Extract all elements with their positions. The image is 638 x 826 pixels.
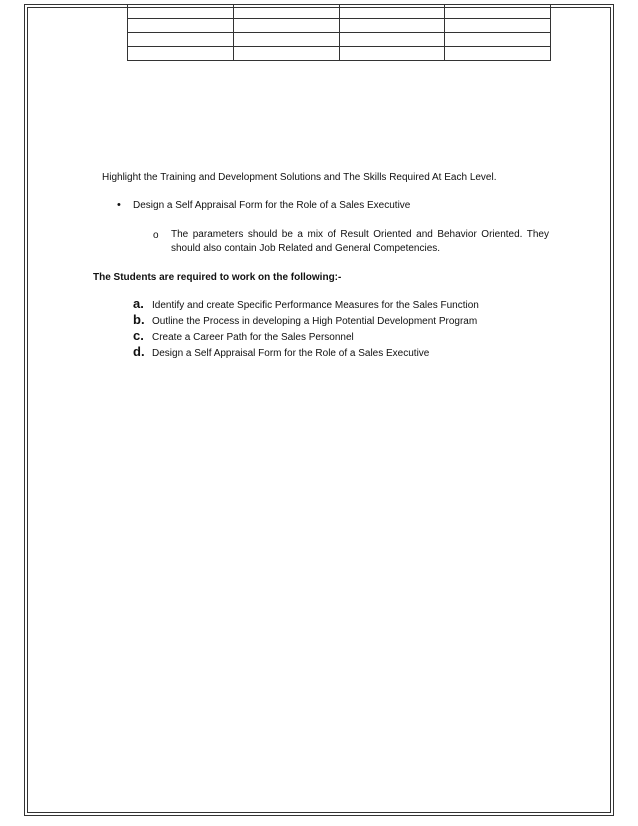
bullet-item-text: Design a Self Appraisal Form for the Role of a Sales Executive — [133, 200, 411, 211]
sub-item-text: The parameters should be a mix of Result Oriented and Behavior Oriented. They should also contain Job Related and General Competencies. — [171, 229, 549, 254]
task-item-b: Outline the Process in developing a High Potential Development Program — [152, 316, 478, 327]
page-border-inner — [27, 7, 611, 813]
task-item-d: Design a Self Appraisal Form for the Role of a Sales Executive — [152, 348, 430, 359]
table-row — [128, 33, 551, 47]
intro-line: Highlight the Training and Development Solutions and The Skills Required At Each Level. — [102, 172, 497, 183]
table-row — [128, 19, 551, 33]
task-letter-b: b. — [133, 312, 145, 327]
task-item-a: Identify and create Specific Performance Measures for the Sales Function — [152, 300, 479, 311]
blank-table — [127, 4, 551, 61]
task-item-c: Create a Career Path for the Sales Personnel — [152, 332, 354, 343]
task-letter-a: a. — [133, 296, 144, 311]
bullet-dot-icon: • — [117, 199, 121, 211]
task-letter-d: d. — [133, 344, 145, 359]
table-row — [128, 47, 551, 61]
students-heading: The Students are required to work on the following:- — [93, 272, 342, 283]
task-letter-c: c. — [133, 328, 144, 343]
sub-bullet-circle-icon: o — [153, 230, 159, 241]
table-row — [128, 5, 551, 19]
